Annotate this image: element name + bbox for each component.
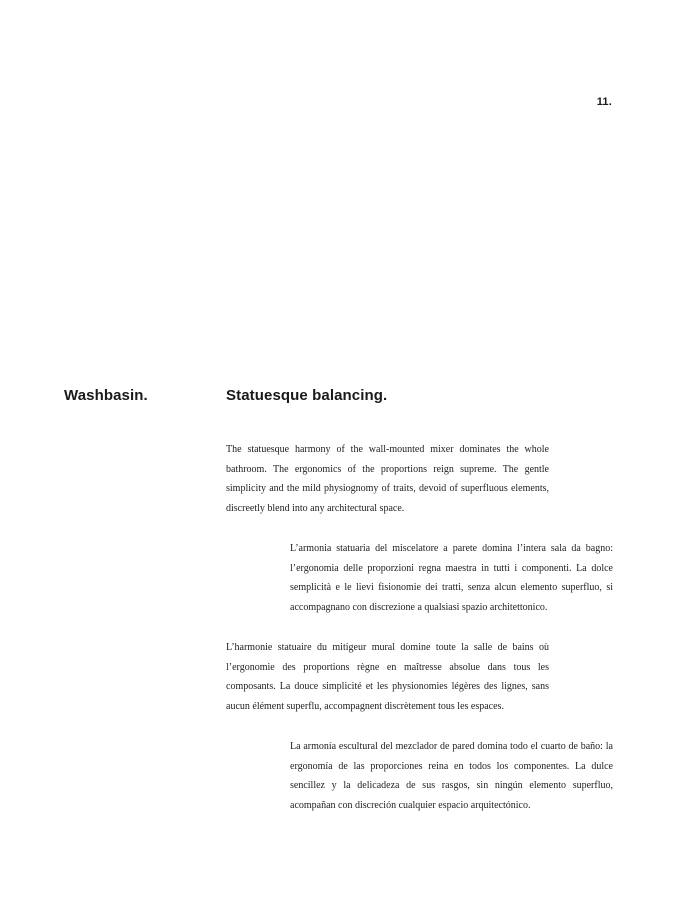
paragraph-spanish: La armonía escultural del mezclador de pared domina todo el cuarto de baño: la ergonomía de las proporciones reina en todos los componentes. La dulce sencillez y la delicadeza de sus rasgos, sin ningún elemento superfluo, acompañan con discreción cualquier espacio arquitectónico. [290,741,613,811]
page-number: 11. [596,96,612,108]
paragraph-italian: L’armonia statuaria del miscelatore a parete domina l’intera sala da bagno: l’ergonomia delle proporzioni regna maestra in tutti i componenti. La dolce semplicità e le lievi fisionomie dei tratti, senza alcun elemento superfluo, si accompagnano con discrezione a qualsiasi spazio architettonico. [290,543,613,613]
section-label: Washbasin. [64,387,148,404]
paragraph-french: L’harmonie statuaire du mitigeur mural domine toute la salle de bains où l’ergonomie des proportions règne en maîtresse absolue dans tous les composants. La douce simplicité et les physionomies légères des lignes, sans aucun élément superflu, accompagnent discrètement tous les espaces. [226,642,549,712]
paragraph-english: The statuesque harmony of the wall-mounted mixer dominates the whole bathroom. The ergonomics of the proportions reign supreme. The gentle simplicity and the mild physiognomy of traits, devoid of superfluous elements, discreetly blend into any architectural space. [226,444,549,514]
section-title: Statuesque balancing. [226,387,388,404]
